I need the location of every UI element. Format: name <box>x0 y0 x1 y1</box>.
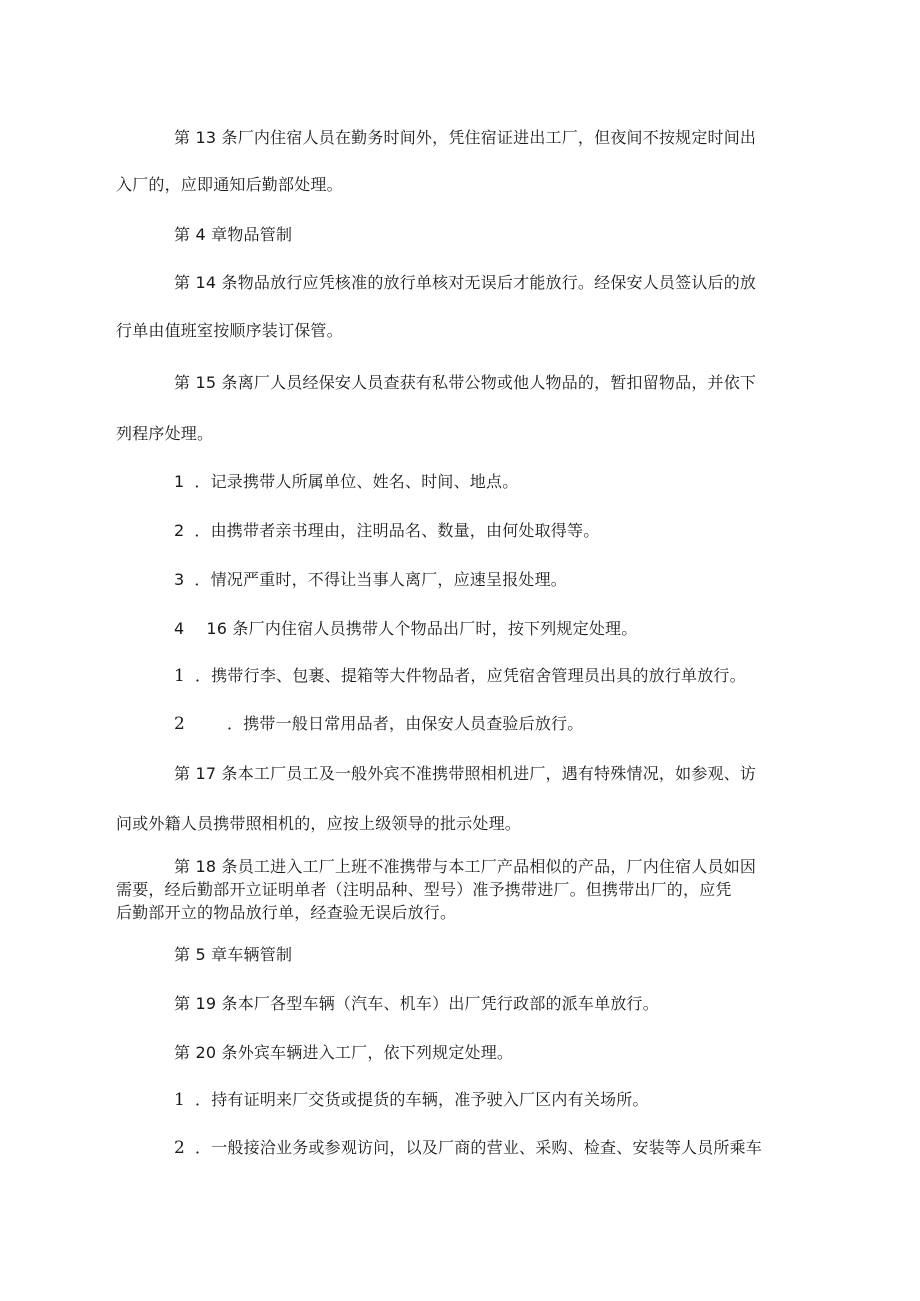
art15-line1: 第 15 条离厂人员经保安人员查获有私带公物或他人物品的，暂扣留物品，并依下 <box>174 373 757 392</box>
item-text: ．持有证明来厂交货或提货的车辆，准予驶入厂区内有关场所。 <box>195 1090 649 1109</box>
item-number: 1 <box>174 666 186 686</box>
item-text: ．携带一般日常用品者，由保安人员查验后放行。 <box>227 714 584 733</box>
item-text: ．记录携带人所属单位、姓名、时间、地点。 <box>194 472 519 491</box>
item-text: ．情况严重时，不得让当事人离厂，应速呈报处理。 <box>194 570 567 589</box>
item-text: ．携带行李、包裹、提箱等大件物品者，应凭宿舍管理员出具的放行单放行。 <box>195 666 746 685</box>
list-item <box>174 472 518 492</box>
art19-line: 第 19 条本厂各型车辆（汽车、机车）出厂凭行政部的派车单放行。 <box>174 994 659 1013</box>
item-number: 1 <box>174 472 185 491</box>
chapter-5-heading: 第 5 章车辆管制 <box>174 945 293 964</box>
art15-line2: 列程序处理。 <box>116 424 214 443</box>
item-text: ．由携带者亲书理由，注明品名、数量，由何处取得等。 <box>194 521 600 540</box>
art13-line2: 入厂的，应即通知后勤部处理。 <box>116 175 343 194</box>
art16-text: 16 条厂内住宿人员携带人个物品出厂时，按下列规定处理。 <box>206 619 638 638</box>
item-number: 1 <box>174 1090 186 1110</box>
art13-line1: 第 13 条厂内住宿人员在勤务时间外，凭住宿证进出工厂，但夜间不按规定时间出 <box>174 128 757 147</box>
chapter-4-heading: 第 4 章物品管制 <box>174 225 293 244</box>
list-item <box>174 1138 762 1158</box>
item-number: 2 <box>174 714 186 734</box>
list-item <box>174 1090 649 1110</box>
item-number: 2 <box>174 521 185 540</box>
art16-line <box>174 619 637 639</box>
item-number: 4 <box>174 619 185 638</box>
art14-line1: 第 14 条物品放行应凭核准的放行单核对无误后才能放行。经保安人员签认后的放 <box>174 273 757 292</box>
item-text: ．一般接洽业务或参观访问，以及厂商的营业、采购、检查、安装等人员所乘车 <box>195 1138 763 1157</box>
art18-line1: 第 18 条员工进入工厂上班不准携带与本工厂产品相似的产品，厂内住宿人员如因 <box>174 857 757 876</box>
art18-line3: 后勤部开立的物品放行单，经查验无误后放行。 <box>116 903 457 922</box>
item-number: 2 <box>174 1138 186 1158</box>
list-item <box>174 570 567 590</box>
list-item <box>174 714 583 734</box>
list-item <box>174 521 599 541</box>
art14-line2: 行单由值班室按顺序装订保管。 <box>116 321 343 340</box>
art17-line2: 问或外籍人员携带照相机的，应按上级领导的批示处理。 <box>116 814 522 833</box>
list-item <box>174 666 746 686</box>
art20-line1: 第 20 条外宾车辆进入工厂，依下列规定处理。 <box>174 1043 514 1062</box>
art18-line2: 需要，经后勤部开立证明单者（注明品种、型号）准予携带进厂。但携带出厂的，应凭 <box>116 880 732 899</box>
art17-line1: 第 17 条本工厂员工及一般外宾不准携带照相机进厂，遇有特殊情况，如参观、访 <box>174 764 757 783</box>
item-number: 3 <box>174 570 185 589</box>
